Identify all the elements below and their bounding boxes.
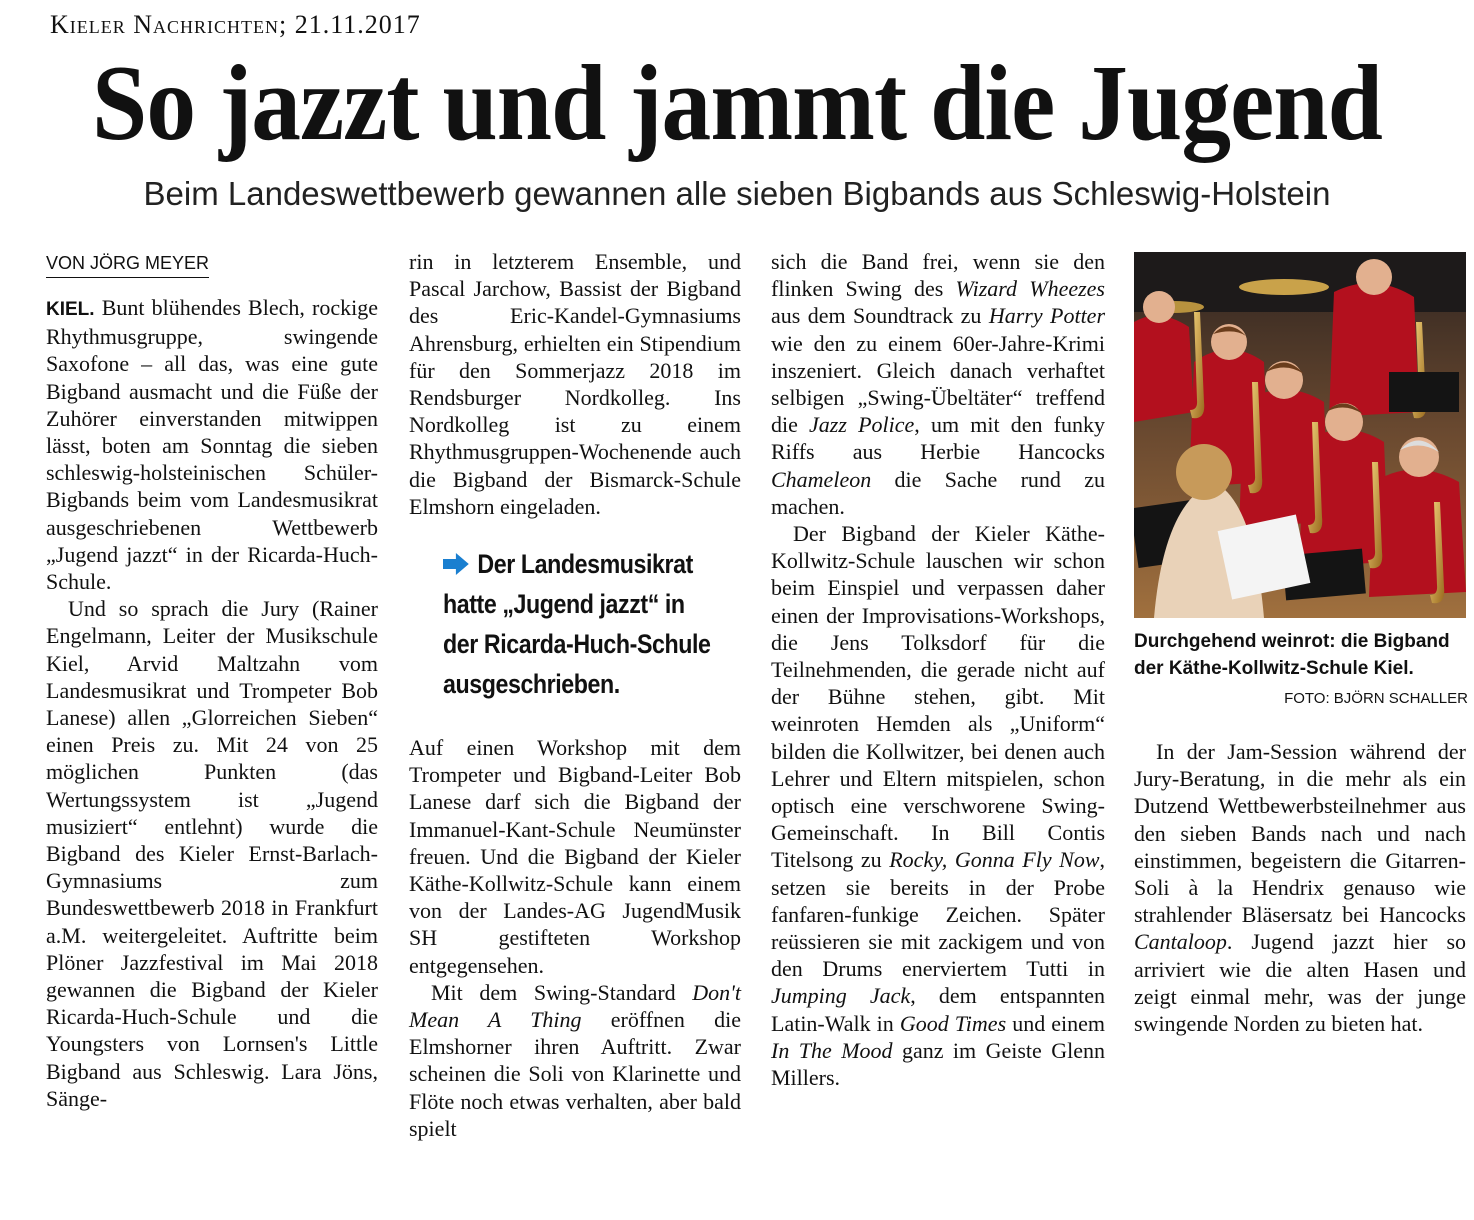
caption-text: Durchgehend weinrot: die Bigband der Käthe-Kollwitz-Schule Kiel. [1134,631,1450,679]
right-arrow-icon [443,553,469,575]
text-run: Mit dem Swing-Standard [431,979,693,1005]
byline: VON JÖRG MEYER [46,251,209,278]
paragraph-text: Bunt blühendes Blech, rockige Rhythmusgruppe, swingende Saxofone – all das, was eine gute Bigband ausmacht und die Füße der Zuhörer einverstanden mitwippen lässt, boten am Sonntag die sieben schleswig-holsteinischen Schüler-Bigbands beim vom Landesmusikrat ausgeschriebenen Wettbewerb „Jugend jazzt“ in der Ricarda-Huch-Schule. [46,295,378,595]
song-title: Cantaloop [1134,929,1227,955]
article-column-3 [771,248,1105,1091]
text-run: Der Bigband der Kieler Käthe-Kollwitz-Schule lauschen wir schon beim Einspiel und verpassen daher einen der Improvisations-Workshops, die Jens Tolksdorf für die Teilnehmenden, die gerade nicht auf der Bühne stehen, gibt. Mit weinroten Hemden als „Uniform“ bilden die Kollwitzer, bei denen auch Lehrer und Eltern mitspielen, schon optisch eine verschworene Swing-Gemeinschaft. In Bill Contis Titelsong zu [771,521,1105,873]
song-title: Wizard Wheezes [955,276,1105,302]
subheadline: Beim Landeswettbewerb gewannen alle sieben Bigbands aus Schleswig-Holstein [143,175,1331,212]
text-run: sich die Band frei, wenn sie den flinken Swing des [771,249,1105,302]
pull-quote [443,544,718,704]
song-title: Rocky, Gonna Fly Now [889,847,1100,873]
text-run: In der Jam-Session während der Jury-Beratung, in die mehr als ein Dutzend Wettbewerbsteilnehmer aus den sieben Bands nach und nach einstimmen, begeistern die Gitarren-Soli à la Hendrix genauso wie strahlender Bläsersatz bei Hancocks [1134,739,1466,928]
text-run: die Sache rund zu machen. [771,466,1105,519]
text-run: . Jugend jazzt hier so arriviert wie die alten Hasen und zeigt einmal mehr, was der junge swingende Norden zu bieten hat. [1134,929,1466,1037]
dateline: KIEL. [46,299,95,320]
photo-credit: FOTO: BJÖRN SCHALLER [1284,690,1468,707]
pull-quote-text: Der Landesmusikrat hatte „Jugend jazzt“ in der Ricarda-Huch-Schule ausgeschrieben. [443,549,711,700]
source-line: Kieler Nachrichten; 21.11.2017 [50,10,421,39]
text-run: aus dem Soundtrack zu [771,303,989,329]
paragraph: rin in letzterem Ensemble, und Pascal Jarchow, Bassist der Bigband des Eric-Kandel-Gymnasiums Ahrensburg, erhielten ein Stipendium für den Sommerjazz 2018 im Rendsburger Nordkolleg. Ins Nordkolleg ist zu einem Rhythmusgruppen-Wochenende auch die Bigband der Bismarck-Schule Elmshorn eingeladen. [409,249,741,519]
article-column-2 [409,248,741,1142]
article-column-4 [1134,738,1466,1037]
text-run: , um mit den funky Riffs aus Herbie Hancocks [771,412,1105,465]
song-title: Jumping Jack [771,983,911,1009]
song-title: Don't Mean A Thing [409,979,741,1033]
text-run: und einem [1006,1010,1105,1036]
bigband-photo [1134,252,1466,618]
song-title: Good Times [899,1010,1007,1036]
paragraph: Auf einen Workshop mit dem Trompeter und Bigband-Leiter Bob Lanese darf sich die Bigband der Immanuel-Kant-Schule Neumünster freuen. Und die Bigband der Kieler Käthe-Kollwitz-Schule kann einem von der Landes-AG JugendMusik SH gestifteten Workshop entgegensehen. [409,735,741,978]
paragraph [409,979,741,1142]
paragraph [46,294,378,595]
article-column-1 [46,248,378,1112]
paragraph [1134,738,1466,1037]
photo-illustration [1134,252,1466,618]
text-run: wie den zu einem 60er-Jahre-Krimi inszeniert. Gleich danach verhaftet selbigen „Swing-Übeltäter“ treffend die [771,330,1105,438]
text-run: , dem entspannten Latin-Walk in [771,983,1105,1036]
song-title: Chameleon [771,466,872,492]
photo-caption [1134,628,1468,712]
paragraph [771,248,1105,520]
song-title: In The Mood [771,1037,893,1063]
paragraph [771,520,1105,1091]
text-run: ganz im Geiste Glenn Millers. [771,1037,1105,1091]
paragraph: Und so sprach die Jury (Rainer Engelmann, Leiter der Musikschule Kiel, Arvid Maltzahn vom Landesmusikrat und Trompeter Bob Lanese) allen „Glorreichen Sieben“ einen Preis zu. Mit 24 von 25 möglichen Punkten (das Wertungssystem ist „Jugend musiziert“ entlehnt) wurde die Bigband des Kieler Ernst-Barlach-Gymnasiums zum Bundeswettbewerb 2018 in Frankfurt a.M. weitergeleitet. Auftritte beim Plöner Jazzfestival im Mai 2018 gewannen die Bigband der Kieler Ricarda-Huch-Schule und die Youngsters von Lornsen's Little Bigband aus Schleswig. Lara Jöns, Sänge- [46,596,378,1111]
song-title: Jazz Police [809,412,915,438]
text-run: eröffnen die Elmshorner ihren Auftritt. Zwar scheinen die Soli von Klarinette und Flöte noch etwas verhalten, aber bald spielt [409,1007,741,1141]
text-run: , setzen sie bereits in der Probe fanfaren-funkige Zeichen. Später reüssieren sie mit zackigem und von den Drums enerviertem Tutti in [771,847,1106,982]
song-title: Harry Potter [988,303,1106,329]
headline: So jazzt und jammt die Jugend [92,44,1382,163]
